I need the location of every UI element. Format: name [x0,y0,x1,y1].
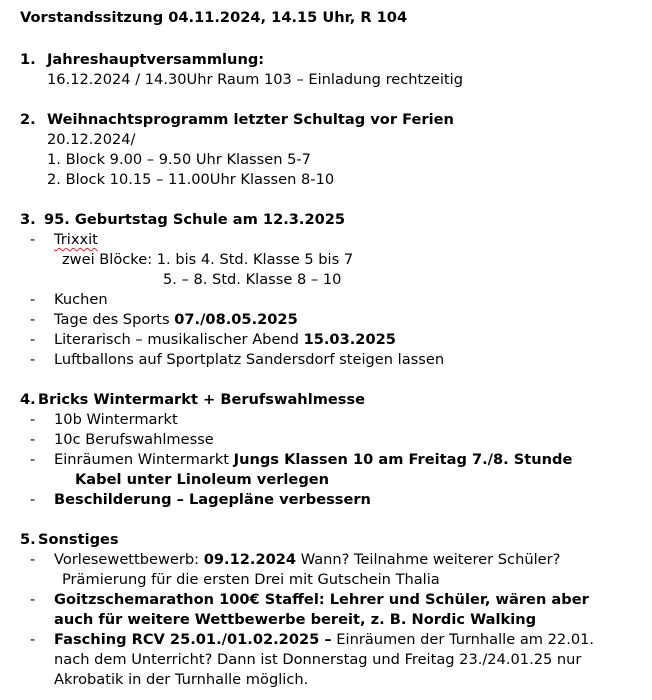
s5-goitzsche-1: Goitzschemarathon 100€ Staffel: Lehrer und Schüler, wären aber [54,591,589,608]
dash: - [30,331,36,348]
dash: - [30,551,36,568]
s4-item2: 10c Berufswahlmesse [54,431,214,448]
s1-line1: 16.12.2024 / 14.30Uhr Raum 103 – Einladung rechtzeitig [47,71,463,88]
dash: - [30,231,36,248]
dash: - [30,291,36,308]
s5-fasching-text: Einräumen der Turnhalle am 22.01. [331,631,595,648]
s2-number: 2. [20,111,36,128]
dash: - [30,591,36,608]
s5-vorlese-cont: Prämierung für die ersten Drei mit Gutschein Thalia [62,571,440,588]
dash: - [30,431,36,448]
s2-date: 20.12.2024/ [47,131,136,148]
dash: - [30,411,36,428]
s4-item3-bold: Jungs Klassen 10 am Freitag 7./8. Stunde [233,451,573,468]
dash: - [30,631,36,648]
s2-block1: 1. Block 9.00 – 9.50 Uhr Klassen 5-7 [47,151,311,168]
s4-number: 4. [20,391,36,408]
s4-item3 [54,450,572,470]
s5-fasching-bold: Fasching RCV 25.01./01.02.2025 – [54,631,332,648]
s3-kuchen: Kuchen [54,291,108,308]
s4-item4: Beschilderung – Lagepläne verbessern [54,491,371,508]
s5-heading: Sonstiges [38,531,119,548]
dash: - [30,311,36,328]
s4-item3-label: Einräumen Wintermarkt [54,451,234,468]
page-title: Vorstandssitzung 04.11.2024, 14.15 Uhr, R 104 [20,9,408,26]
s5-fasching-cont2: Akrobatik in der Turnhalle möglich. [54,671,309,688]
s2-heading: Weihnachtsprogramm letzter Schultag vor Ferien [47,111,454,128]
s3-sport [54,310,298,330]
s3-bloecke1: zwei Blöcke: 1. bis 4. Std. Klasse 5 bis 7 [62,251,354,268]
s3-lit-label: Literarisch – musikalischer Abend [54,331,304,348]
s5-goitzsche-2: auch für weitere Wettbewerbe bereit, z. B. Nordic Walking [54,611,537,628]
s3-ballons: Luftballons auf Sportplatz Sandersdorf steigen lassen [54,351,445,368]
s3-sport-date: 07./08.05.2025 [174,311,298,328]
s4-heading: Bricks Wintermarkt + Berufswahlmesse [38,391,366,408]
s5-vorlese-date: 09.12.2024 [203,551,297,568]
s5-vorlese [54,550,560,570]
s3-heading: 95. Geburtstag Schule am 12.3.2025 [44,211,346,228]
s3-number: 3. [20,211,36,228]
dash: - [30,451,36,468]
s5-vorlese-question: Wann? Teilnahme weiterer Schüler? [296,551,561,568]
s5-fasching-cont1: nach dem Unterricht? Dann ist Donnerstag und Freitag 23./24.01.25 nur [54,651,582,668]
s5-fasching [54,630,594,650]
s3-sport-label: Tage des Sports [54,311,175,328]
s1-number: 1. [20,51,36,68]
s1-heading: Jahreshauptversammlung: [47,51,265,68]
s4-item3-cont: Kabel unter Linoleum verlegen [75,471,330,488]
s3-trixxit: Trixxit [54,231,98,248]
s5-number: 5. [20,531,36,548]
s5-vorlese-label: Vorlesewettbewerb: [54,551,204,568]
s3-bloecke2: 5. – 8. Std. Klasse 8 – 10 [163,271,342,288]
s2-block2: 2. Block 10.15 – 11.00Uhr Klassen 8-10 [47,171,335,188]
s3-lit-date: 15.03.2025 [303,331,396,348]
s3-literarisch [54,330,396,350]
dash: - [30,351,36,368]
s4-item1: 10b Wintermarkt [54,411,178,428]
dash: - [30,491,36,508]
